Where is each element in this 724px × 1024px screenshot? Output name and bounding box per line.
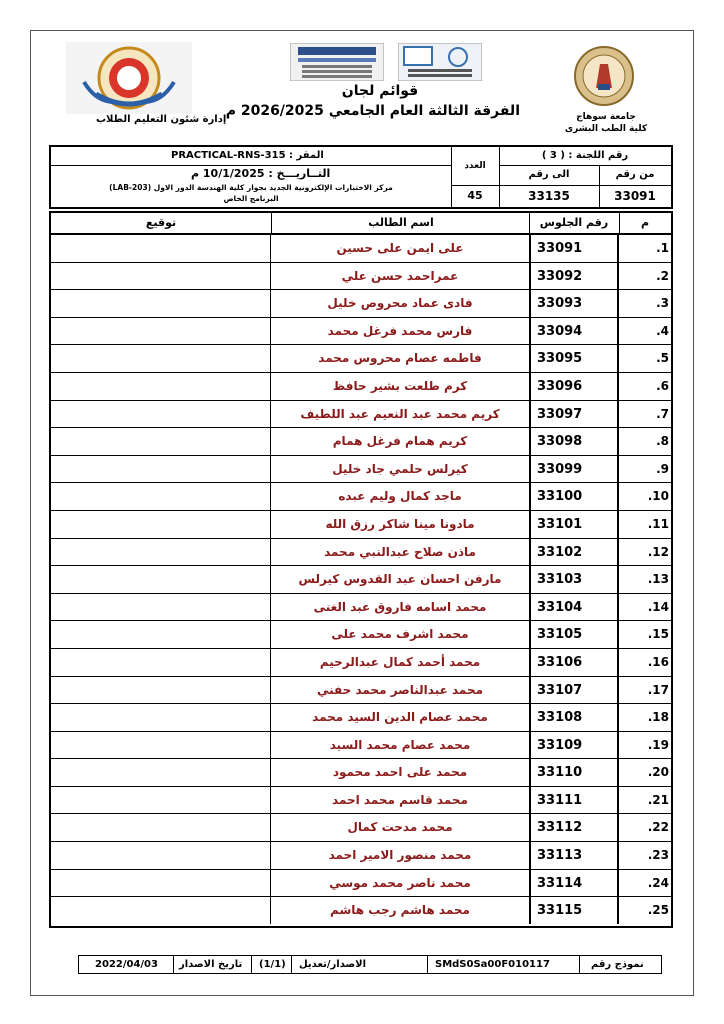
students-table [49,211,673,928]
exam-location: مركز الاختبارات الإلكترونية الجديد بجوار كلية الهندسة الدور الاول (LAB-203) [109,183,393,192]
header-signature: توقيع [145,216,177,229]
signature-cell[interactable] [51,345,271,372]
row-index: .17 [647,682,669,697]
seat-number: 33105 [529,621,619,648]
row-index: .14 [647,599,669,614]
signature-cell[interactable] [51,814,271,841]
row-index: .20 [647,765,669,780]
sohag-university-logo [574,44,634,108]
seat-number: 33108 [529,704,619,731]
signature-cell[interactable] [51,704,271,731]
exam-program: البرنامج الخاص [223,194,279,203]
page-title: قوائم لجان [341,83,419,99]
signature-cell[interactable] [51,870,271,897]
signature-cell[interactable] [51,732,271,759]
student-name: كيرلس حلمي جاد خليل [332,461,468,476]
student-name: محمد عصام الدين السيد محمد [312,710,488,725]
committee-number: رقم اللجنة : ( 3 ) [541,150,629,161]
row-index: .7 [656,406,669,421]
university-name: جامعة سوهاج [576,112,636,122]
student-name: على ايمن على حسين [336,241,464,255]
student-name: مادونا مينا شاكر رزق الله [325,516,475,531]
seat-number: 33093 [529,290,619,317]
header-seat-number: رقم الجلوس [539,216,609,229]
student-row [51,483,671,511]
signature-cell[interactable] [51,649,271,676]
row-index: .25 [647,903,669,918]
student-name: مارفن احسان عبد القدوس كيرلس [298,572,502,587]
student-row [51,787,671,815]
signature-cell[interactable] [51,318,271,345]
row-index: .11 [647,516,669,531]
row-index: .22 [647,820,669,835]
student-name: محمد مدحت كمال [347,820,453,835]
seat-number: 33107 [529,677,619,704]
signature-cell[interactable] [51,621,271,648]
row-index: .9 [656,461,669,476]
seat-number: 33115 [529,897,619,924]
faculty-name: كلية الطب البشرى [564,124,648,134]
student-name: محمد قاسم محمد احمد [332,792,468,807]
student-row [51,842,671,870]
signature-cell[interactable] [51,263,271,290]
edition-value: (1/1) [259,959,286,970]
signature-cell[interactable] [51,897,271,924]
signature-cell[interactable] [51,456,271,483]
student-affairs-logo [66,42,192,114]
student-row [51,345,671,373]
seat-number: 33111 [529,787,619,814]
seat-number: 33103 [529,566,619,593]
seat-number: 33096 [529,373,619,400]
header-index: م [640,216,650,229]
seat-number: 33092 [529,263,619,290]
seat-number: 33099 [529,456,619,483]
iso-certificate-badge [398,43,482,81]
seat-number: 33097 [529,401,619,428]
management-label: إدارة شئون التعليم الطلاب [96,114,227,125]
student-row [51,566,671,594]
student-name: محمد هاشم رجب هاشم [330,903,470,918]
student-row [51,704,671,732]
seat-number: 33091 [529,235,619,262]
count-value: 45 [467,189,483,202]
row-index: .24 [647,875,669,890]
form-footer [78,955,662,974]
signature-cell[interactable] [51,401,271,428]
course-label: المقر : [289,150,324,161]
student-row [51,539,671,567]
student-name: محمد عبدالناصر محمد حفني [316,682,484,697]
student-name: محمد منصور الامير احمد [328,848,472,863]
egac-certificate-badge [290,43,384,81]
exam-date: التــاريـــخ : 10/1/2025 م [191,167,331,180]
row-index: .21 [647,792,669,807]
from-label: من رقم [615,169,655,180]
course-field [171,150,324,161]
student-name: فادى عماد محروص خليل [327,296,473,311]
signature-cell[interactable] [51,483,271,510]
student-name: محمد اسامه فاروق عبد الغنى [313,599,487,614]
issue-date-label: تاريخ الاصدار [179,959,243,970]
signature-cell[interactable] [51,594,271,621]
from-value: 33091 [614,189,656,203]
row-index: .8 [656,434,669,449]
student-row [51,401,671,429]
seat-number: 33106 [529,649,619,676]
seat-number: 33114 [529,870,619,897]
edition-label: الاصدار/تعديل [299,959,367,970]
signature-cell[interactable] [51,842,271,869]
student-row [51,373,671,401]
to-label: الى رقم [528,169,570,180]
student-row [51,897,671,925]
student-name: محمد اشرف محمد على [331,627,469,642]
students-table-header [51,213,671,235]
row-index: .10 [647,489,669,504]
signature-cell[interactable] [51,511,271,538]
seat-number: 33094 [529,318,619,345]
committee-info-table [49,145,673,209]
signature-cell[interactable] [51,787,271,814]
student-row [51,732,671,760]
row-index: .6 [656,378,669,393]
student-name: فاطمه عصام محروس محمد [318,351,482,366]
header-student-name: اسم الطالب [368,216,434,229]
row-index: .16 [647,654,669,669]
student-row [51,290,671,318]
student-row [51,870,671,898]
student-name: محمد على احمد محمود [332,765,468,780]
seat-number: 33095 [529,345,619,372]
student-name: محمد عصام محمد السيد [329,737,471,752]
student-row [51,649,671,677]
seat-number: 33112 [529,814,619,841]
seat-number: 33104 [529,594,619,621]
seat-number: 33113 [529,842,619,869]
seat-number: 33101 [529,511,619,538]
student-name: عمراحمد حسن علي [341,268,459,283]
form-number-value: SMdS0Sa00F010117 [435,959,550,970]
signature-cell[interactable] [51,428,271,455]
student-row [51,594,671,622]
page-subtitle: الفرقة الثالثة العام الجامعي 2026/2025 م [225,103,520,119]
student-name: كرم طلعت بشير حافظ [332,378,468,393]
student-row [51,263,671,291]
signature-cell[interactable] [51,235,271,262]
signature-cell[interactable] [51,539,271,566]
student-row [51,677,671,705]
signature-cell[interactable] [51,290,271,317]
row-index: .5 [656,351,669,366]
count-label: العدد [464,161,486,171]
seat-number: 33102 [529,539,619,566]
row-index: .15 [647,627,669,642]
row-index: .18 [647,710,669,725]
university-label [560,111,652,135]
seat-number: 33110 [529,759,619,786]
student-row [51,456,671,484]
student-name: كريم همام فرغل همام [332,434,468,449]
form-number-label: نموذج رقم [591,959,644,970]
student-name: محمد ناصر محمد موسي [329,875,471,890]
signature-cell[interactable] [51,759,271,786]
student-row [51,759,671,787]
students-rows [51,235,671,925]
student-row [51,511,671,539]
seat-number: 33100 [529,483,619,510]
student-row [51,814,671,842]
student-name: محمد أحمد كمال عبدالرحيم [319,654,481,669]
student-row [51,235,671,263]
student-row [51,621,671,649]
row-index: .13 [647,572,669,587]
row-index: .12 [647,544,669,559]
row-index: .3 [656,296,669,311]
row-index: .23 [647,848,669,863]
seat-number: 33109 [529,732,619,759]
student-name: فارس محمد فرغل محمد [327,323,473,338]
row-index: .4 [656,323,669,338]
row-index: .1 [656,241,669,255]
issue-date-value: 2022/04/03 [95,959,158,970]
student-row [51,318,671,346]
student-name: ماجد كمال وليم عبده [338,489,462,504]
signature-cell[interactable] [51,373,271,400]
seat-number: 33098 [529,428,619,455]
student-name: كريم محمد عبد النعيم عبد اللطيف [300,406,500,421]
to-value: 33135 [528,189,570,203]
course-value: PRACTICAL-RNS-315 [171,150,286,161]
row-index: .2 [656,268,669,283]
student-name: ماذن صلاح عبدالنبي محمد [324,544,476,559]
signature-cell[interactable] [51,677,271,704]
row-index: .19 [647,737,669,752]
signature-cell[interactable] [51,566,271,593]
student-row [51,428,671,456]
